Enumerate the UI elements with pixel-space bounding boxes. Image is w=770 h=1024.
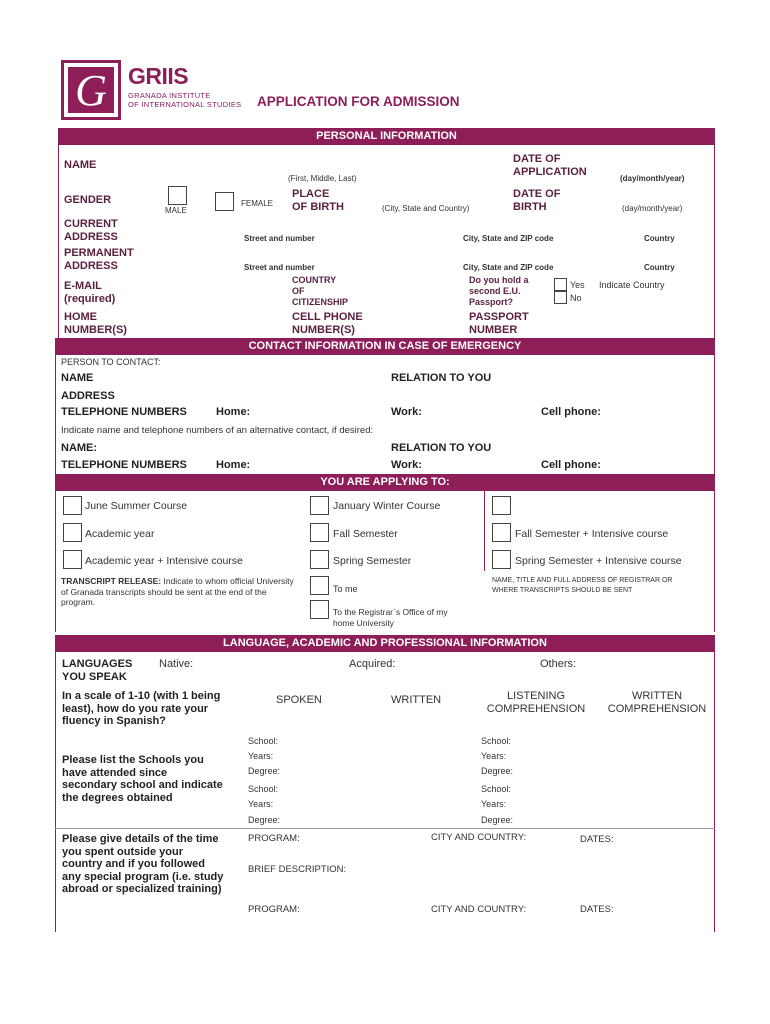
years-4-label: Years:	[481, 799, 507, 809]
name-hint: (First, Middle, Last)	[288, 174, 357, 183]
section-emergency-header: CONTACT INFORMATION IN CASE OF EMERGENCY	[55, 338, 715, 355]
written-label: WRITTEN	[391, 694, 442, 706]
person-contact-label: PERSON TO CONTACT:	[61, 357, 161, 367]
degree-1-label: Degree:	[248, 766, 281, 776]
section-applying-header: YOU ARE APPLYING TO:	[55, 474, 715, 491]
years-3-label: Years:	[481, 751, 507, 761]
to-me-checkbox[interactable]	[310, 576, 329, 595]
logo-letter: G	[75, 66, 107, 115]
fluency-question: In a scale of 1-10 (with 1 being least), how do you rate your fluency in Spanish?	[62, 690, 221, 727]
city-country-2-label: CITY AND COUNTRY:	[431, 904, 527, 915]
page-title: APPLICATION FOR ADMISSION	[257, 94, 460, 109]
spring-semester-label: Spring Semester	[333, 555, 412, 567]
fall-intensive-label: Fall Semester + Intensive course	[515, 528, 669, 540]
emergency-cell-label: Cell phone:	[541, 406, 601, 418]
school-4-label: School:	[481, 784, 512, 794]
second-eu-label: Do you hold a second E.U. Passport?	[469, 275, 529, 307]
alt-relation-label: RELATION TO YOU	[391, 442, 492, 454]
city-hint-1: City, State and ZIP code	[463, 234, 554, 243]
country-hint-1: Country	[644, 234, 675, 243]
written-comprehension-label: WRITTEN COMPREHENSION	[607, 690, 707, 715]
gender-label: GENDER	[64, 194, 112, 206]
date-application-hint: (day/month/year)	[620, 174, 685, 183]
june-summer-label: June Summer Course	[85, 500, 188, 512]
name-label: NAME	[64, 159, 97, 171]
eu-yes-checkbox[interactable]	[554, 278, 567, 291]
academic-intensive-label: Academic year + Intensive course	[85, 555, 243, 567]
alt-cell-label: Cell phone:	[541, 459, 601, 471]
female-label: FEMALE	[241, 199, 274, 208]
transcript-release-body: Indicate to whom official University of Granada transcripts should be sent at the end of the program.	[61, 576, 294, 607]
degree-2-label: Degree:	[248, 815, 281, 825]
school-2-label: School:	[248, 784, 279, 794]
june-summer-checkbox[interactable]	[63, 496, 82, 515]
alt-home-label: Home:	[216, 459, 251, 471]
emergency-tel-label: TELEPHONE NUMBERS	[61, 406, 187, 418]
degree-4-label: Degree:	[481, 815, 514, 825]
street-hint-2: Street and number	[244, 263, 315, 272]
home-number-label: HOME NUMBER(S)	[64, 311, 127, 336]
logo-subtitle-1: GRANADA INSTITUTE	[128, 91, 211, 100]
schools-question: Please list the Schools you have attended since secondary school and indicate the degrees obtained	[62, 754, 223, 804]
permanent-address-label: PERMANENT ADDRESS	[64, 247, 134, 272]
date-birth-hint: (day/month/year)	[622, 204, 683, 213]
country-hint-2: Country	[644, 263, 675, 272]
native-label: Native:	[159, 658, 194, 670]
years-2-label: Years:	[248, 799, 274, 809]
dates-2-label: DATES:	[580, 904, 614, 915]
place-birth-label: PLACE OF BIRTH	[292, 188, 344, 213]
january-winter-checkbox[interactable]	[310, 496, 329, 515]
alt-work-label: Work:	[391, 459, 422, 471]
section-personal-header: PERSONAL INFORMATION	[58, 128, 715, 145]
email-label: E-MAIL (required)	[64, 280, 116, 305]
alt-name-label: NAME:	[61, 442, 98, 454]
others-label: Others:	[540, 658, 577, 670]
spoken-label: SPOKEN	[276, 694, 322, 706]
logo-subtitle-2: OF INTERNATIONAL STUDIES	[128, 100, 242, 109]
indicate-country-label: Indicate Country	[599, 280, 665, 290]
city-country-1-label: CITY AND COUNTRY:	[431, 832, 527, 843]
listening-label: LISTENING COMPREHENSION	[486, 690, 586, 715]
date-birth-label: DATE OF BIRTH	[513, 188, 561, 213]
current-address-label: CURRENT ADDRESS	[64, 218, 118, 243]
to-registrar-label: To the Registrar`s Office of my home University	[333, 607, 448, 628]
spring-semester-checkbox[interactable]	[310, 550, 329, 569]
section-language-header: LANGUAGE, ACADEMIC AND PROFESSIONAL INFORMATION	[55, 635, 715, 652]
acquired-label: Acquired:	[349, 658, 396, 670]
january-winter-label: January Winter Course	[333, 500, 441, 512]
female-checkbox[interactable]	[215, 192, 234, 211]
degree-3-label: Degree:	[481, 766, 514, 776]
program-2-label: PROGRAM:	[248, 904, 300, 915]
emergency-relation-label: RELATION TO YOU	[391, 372, 492, 384]
transcript-release-heading: TRANSCRIPT RELEASE:	[61, 576, 162, 586]
blank-option-checkbox[interactable]	[492, 496, 511, 515]
fall-intensive-checkbox[interactable]	[492, 523, 511, 542]
logo-name: GRIIS	[128, 63, 189, 89]
emergency-work-label: Work:	[391, 406, 422, 418]
eu-no-checkbox[interactable]	[554, 291, 567, 304]
emergency-name-label: NAME	[61, 372, 94, 384]
time-abroad-question: Please give details of the time you spent outside your country and if you followed any special program (i.e. study abroad or specialized training)	[62, 833, 224, 895]
passport-number-label: PASSPORT NUMBER	[469, 311, 529, 336]
school-1-label: School:	[248, 736, 279, 746]
male-checkbox[interactable]	[168, 186, 187, 205]
eu-no-label: No	[570, 293, 582, 303]
spring-intensive-label: Spring Semester + Intensive course	[515, 555, 682, 567]
male-label: MALE	[165, 206, 187, 215]
fall-semester-checkbox[interactable]	[310, 523, 329, 542]
street-hint-1: Street and number	[244, 234, 315, 243]
years-1-label: Years:	[248, 751, 274, 761]
logo-mark	[61, 60, 121, 120]
alt-contact-note: Indicate name and telephone numbers of an alternative contact, if desired:	[61, 425, 374, 436]
academic-year-checkbox[interactable]	[63, 523, 82, 542]
fall-semester-label: Fall Semester	[333, 528, 398, 540]
to-me-label: To me	[333, 584, 358, 594]
date-application-label: DATE OF APPLICATION	[513, 153, 587, 178]
emergency-address-label: ADDRESS	[61, 390, 115, 402]
school-3-label: School:	[481, 736, 512, 746]
program-1-label: PROGRAM:	[248, 833, 300, 844]
academic-year-label: Academic year	[85, 528, 155, 540]
cell-number-label: CELL PHONE NUMBER(S)	[292, 311, 363, 336]
dates-1-label: DATES:	[580, 834, 614, 845]
brief-description-label: BRIEF DESCRIPTION:	[248, 864, 347, 875]
alt-tel-label: TELEPHONE NUMBERS	[61, 459, 187, 471]
place-birth-hint: (City, State and Country)	[382, 204, 470, 213]
city-hint-2: City, State and ZIP code	[463, 263, 554, 272]
spring-intensive-checkbox[interactable]	[492, 550, 511, 569]
languages-label: LANGUAGES YOU SPEAK	[62, 658, 133, 683]
transcript-release-text	[61, 576, 297, 608]
emergency-home-label: Home:	[216, 406, 251, 418]
registrar-note: NAME, TITLE AND FULL ADDRESS OF REGISTRAR OR WHERE TRANSCRIPTS SHOULD BE SENT	[492, 577, 673, 594]
citizenship-label: COUNTRY OF CITIZENSHIP	[292, 275, 349, 307]
academic-intensive-checkbox[interactable]	[63, 550, 82, 569]
eu-yes-label: Yes	[570, 280, 585, 290]
